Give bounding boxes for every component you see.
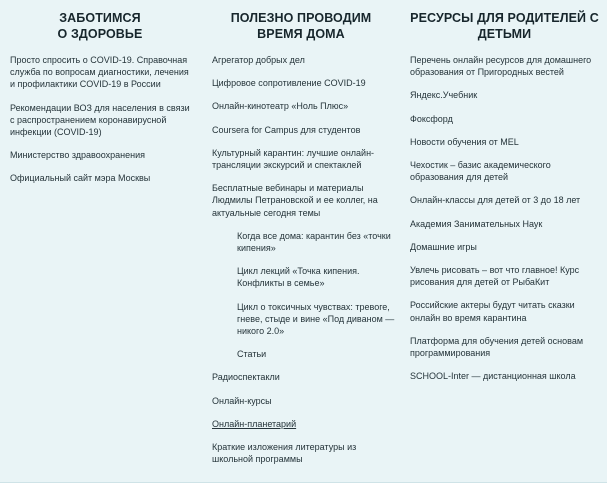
resource-link[interactable]: Перечень онлайн ресурсов для домашнего образования от Пригородных вестей bbox=[410, 55, 592, 78]
resource-link[interactable]: Радиоспектакли bbox=[212, 372, 280, 383]
resource-link[interactable]: Увлечь рисовать – вот что главное! Курс рисования для детей от РыбаКит bbox=[410, 265, 580, 288]
resource-link[interactable]: Яндекс.Учебник bbox=[410, 90, 478, 101]
link-list bbox=[402, 54, 607, 393]
link-list bbox=[0, 54, 200, 196]
resource-link[interactable]: Чехостик – базис академического образования для детей bbox=[410, 160, 551, 183]
resource-link[interactable]: Онлайн-кинотеатр «Ноль Плюс» bbox=[212, 101, 349, 112]
resource-link[interactable]: Цифровое сопротивление COVID-19 bbox=[212, 78, 366, 89]
resource-link[interactable]: Статьи bbox=[237, 349, 267, 360]
column-title: РЕСУРСЫ ДЛЯ РОДИТЕЛЕЙ С ДЕТЬМИ bbox=[410, 11, 599, 41]
link-list bbox=[200, 54, 402, 476]
resource-link[interactable]: Министерство здравоохранения bbox=[10, 150, 145, 161]
column-title: ЗАБОТИМСЯ О ЗДОРОВЬЕ bbox=[57, 11, 143, 41]
resource-link[interactable]: Официальный сайт мэра Москвы bbox=[10, 173, 151, 184]
resource-link[interactable]: Платформа для обучения детей основам программирования bbox=[410, 335, 584, 359]
resource-link[interactable]: Когда все дома: карантин без «точки кипения» bbox=[237, 230, 391, 254]
resource-link[interactable]: Культурный карантин: лучшие онлайн-трансляции экскурсий и спектаклей bbox=[212, 147, 375, 171]
resource-link[interactable]: Агрегатор добрых дел bbox=[212, 55, 305, 65]
resource-link[interactable]: Краткие изложения литературы из школьной программы bbox=[212, 442, 357, 465]
resource-link[interactable]: Coursera for Campus для студентов bbox=[212, 124, 361, 135]
resource-link[interactable]: SCHOOL-Inter — дистанционная школа bbox=[410, 371, 576, 382]
resource-link[interactable]: Цикл лекций «Точка кипения. Конфликты в семье» bbox=[237, 266, 360, 289]
resource-link[interactable]: Онлайн-планетарий bbox=[212, 418, 297, 429]
resource-link[interactable]: Домашние игры bbox=[410, 241, 477, 252]
column-title: ПОЛЕЗНО ПРОВОДИМ ВРЕМЯ ДОМА bbox=[230, 11, 372, 41]
resource-link[interactable]: Онлайн-курсы bbox=[212, 395, 272, 406]
resource-link[interactable]: Онлайн-классы для детей от 3 до 18 лет bbox=[410, 195, 581, 206]
resource-link[interactable]: Академия Занимательных Наук bbox=[410, 218, 543, 229]
resource-link[interactable]: Фоксфорд bbox=[410, 113, 453, 124]
resource-link[interactable]: Новости обучения от MEL bbox=[410, 136, 519, 147]
resource-link[interactable]: Просто спросить о COVID-19. Справочная служба по вопросам диагностики, лечения и профилактики COVID-19 в России bbox=[10, 55, 189, 90]
resource-link[interactable]: Российские актеры будут читать сказки онлайн во время карантина bbox=[410, 300, 575, 323]
resource-link[interactable]: Цикл о токсичных чувствах: тревоге, гневе, стыде и вине «Под диваном — никого 2.0» bbox=[237, 301, 395, 337]
resource-link[interactable]: Рекомендации ВОЗ для населения в связи с распространением коронавирусной инфекции (COVID-19) bbox=[10, 102, 190, 138]
resource-link[interactable]: Бесплатные вебинары и материалы Людмилы Петрановской и ее коллег, на актуальные сегодня темы bbox=[212, 183, 378, 218]
